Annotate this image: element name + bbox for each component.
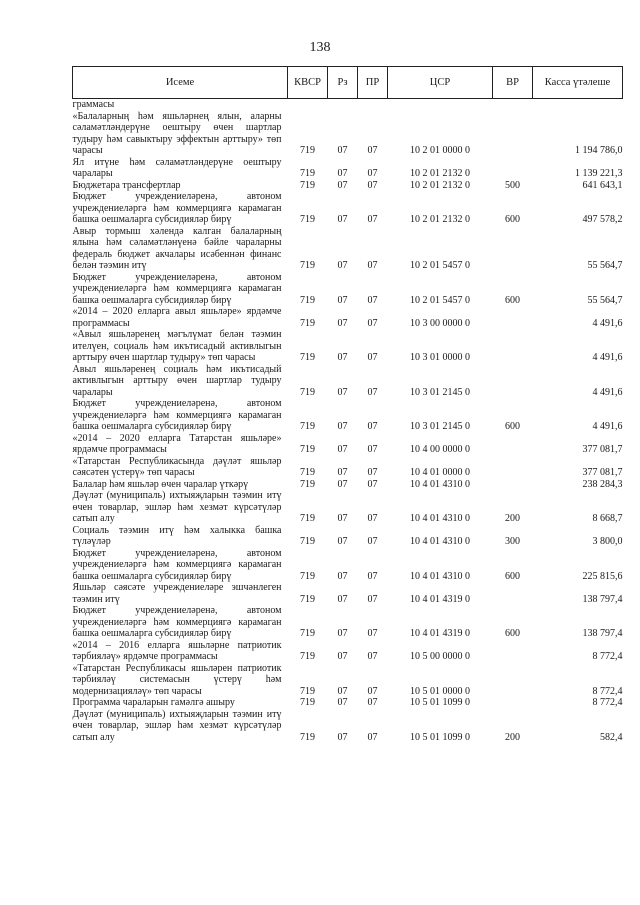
cell-name: Балалар һәм яшьләр өчен чаралар үткәрү (72, 478, 249, 490)
cell-name: Яшьләр сәясәте учреждениеләре эшчәнлеген тәэмин итү (72, 582, 282, 605)
table-row (73, 525, 623, 548)
table-row (73, 364, 623, 399)
cell-csr: 10 4 01 4319 0 (410, 628, 470, 639)
cell-vr (493, 456, 533, 479)
cell-rz: 07 (337, 145, 348, 156)
cell-rz: 07 (337, 386, 348, 398)
cell-kvsr: 719 (300, 352, 315, 363)
cell-kvsr: 719 (300, 570, 315, 582)
cell-name: «Балаларның һәм яшьләрнең ялын, аларны сәламәтләндерүне оештыру өчен шартлар тудыру һәм савыктыру эффектын арттыру» төп чарасы (72, 110, 282, 156)
table-row (73, 272, 623, 307)
cell-name: Бюджетара трансфертлар (72, 179, 181, 191)
cell-kvsr: 719 (300, 214, 315, 225)
header-csr: ЦСР (388, 67, 493, 99)
table-row (73, 157, 623, 180)
cell-kvsr: 719 (300, 467, 315, 478)
table-row (73, 226, 623, 272)
cell-rz: 07 (337, 260, 348, 271)
cell-name: Бюджет учреждениеләренә, автоном учреждениеләргә һәм коммерциягә карамаган башка оешмаларга субсидияләр бирү (72, 398, 282, 432)
cell-kvsr: 719 (300, 421, 315, 432)
cell-csr: 10 3 01 2145 0 (410, 421, 470, 432)
budget-table (72, 66, 623, 743)
cell-vr (493, 99, 533, 111)
cell-name: Дәүләт (муниципаль) ихтыяҗларын тәэмин итү өчен товарлар, эшләр һәм хезмәт күрсәтүләр сатып алу (72, 490, 282, 524)
header-rz: Рз (328, 67, 358, 99)
cell-pr: 07 (367, 145, 378, 156)
cell-pr: 07 (367, 478, 378, 490)
table-row (73, 490, 623, 525)
cell-sum: 238 284,3 (582, 478, 623, 490)
cell-csr: 10 5 01 1099 0 (410, 697, 470, 708)
header-kvsr: КВСР (288, 67, 328, 99)
cell-csr: 10 2 01 5457 0 (410, 260, 470, 271)
cell-name: Программа чараларын гамәлгә ашыру (72, 697, 235, 708)
cell-rz: 07 (337, 168, 348, 179)
cell-sum: 641 643,1 (582, 179, 623, 191)
header-sum: Касса үтәлеше (533, 67, 623, 99)
cell-rz: 07 (337, 214, 348, 225)
table-row (73, 398, 623, 433)
cell-name: Авыл яшьләренең социаль һәм икътисадый активлыгын арттыру өчен шартлар тудыру чаралары (72, 363, 282, 398)
cell-pr: 07 (367, 179, 378, 191)
cell-csr: 10 2 01 5457 0 (410, 294, 470, 306)
cell-pr (358, 99, 388, 111)
cell-vr (493, 226, 533, 272)
cell-sum: 138 797,4 (582, 628, 623, 639)
cell-sum: 582,4 (600, 731, 623, 743)
cell-csr: 10 2 01 2132 0 (410, 168, 470, 179)
cell-sum: 8 668,7 (592, 513, 623, 524)
cell-sum: 8 772,4 (592, 685, 623, 697)
cell-name: «2014 – 2020 елларга авыл яшьләре» ярдәмче программасы (72, 306, 282, 329)
cell-vr (493, 663, 533, 698)
cell-vr (493, 640, 533, 663)
cell-csr: 10 3 00 0000 0 (410, 317, 470, 329)
cell-rz: 07 (337, 513, 348, 524)
table-row (73, 697, 623, 709)
cell-name: Ял итүне һәм сәламәтләндерүне оештыру чаралары (72, 156, 282, 179)
cell-kvsr: 719 (300, 513, 315, 524)
cell-sum: 4 491,6 (592, 386, 623, 398)
cell-csr: 10 2 01 2132 0 (410, 214, 470, 225)
cell-vr (493, 697, 533, 709)
cell-sum: 138 797,4 (582, 593, 623, 605)
cell-sum (533, 99, 623, 111)
table-row (73, 99, 623, 111)
cell-sum: 1 194 786,0 (575, 145, 623, 156)
cell-csr: 10 4 01 4319 0 (410, 593, 470, 605)
cell-vr: 600 (505, 294, 520, 306)
cell-vr (493, 364, 533, 399)
cell-csr: 10 5 00 0000 0 (410, 651, 470, 662)
cell-csr: 10 4 01 4310 0 (410, 513, 470, 524)
cell-pr: 07 (367, 386, 378, 398)
cell-kvsr: 719 (300, 478, 315, 490)
cell-csr: 10 4 01 4310 0 (410, 536, 470, 547)
cell-sum: 225 815,6 (582, 570, 623, 582)
cell-kvsr: 719 (300, 444, 315, 455)
table-row (73, 709, 623, 744)
cell-name: Бюджет учреждениеләренә, автоном учреждениеләргә һәм коммерциягә карамаган башка оешмаларга субсидияләр бирү (72, 271, 282, 306)
header-pr: ПР (358, 67, 388, 99)
cell-name: «Авыл яшьләренең мәгълүмат белән тәэмин ителүен, социаль һәм икътисадый активлыгын арттыру өчен шартлар тудыру» төп чарасы (72, 329, 282, 363)
cell-rz: 07 (337, 651, 348, 662)
cell-csr: 10 2 01 0000 0 (410, 145, 470, 156)
cell-csr: 10 4 01 4310 0 (410, 570, 470, 582)
cell-rz: 07 (337, 628, 348, 639)
cell-csr: 10 2 01 2132 0 (410, 179, 470, 191)
cell-kvsr: 719 (300, 593, 315, 605)
cell-vr (493, 329, 533, 364)
cell-kvsr: 719 (300, 168, 315, 179)
cell-kvsr: 719 (300, 685, 315, 697)
cell-name: граммасы (72, 99, 115, 110)
table-row (73, 640, 623, 663)
table-row (73, 111, 623, 157)
cell-kvsr: 719 (300, 731, 315, 743)
header-name: Исеме (73, 67, 288, 99)
cell-kvsr: 719 (300, 260, 315, 271)
cell-vr: 200 (505, 731, 520, 743)
cell-kvsr: 719 (300, 628, 315, 639)
cell-vr: 600 (505, 628, 520, 639)
cell-pr: 07 (367, 168, 378, 179)
cell-pr: 07 (367, 628, 378, 639)
cell-pr: 07 (367, 731, 378, 743)
cell-kvsr: 719 (300, 294, 315, 306)
cell-kvsr: 719 (300, 697, 315, 708)
table-header (73, 67, 623, 99)
cell-pr: 07 (367, 317, 378, 329)
cell-csr: 10 5 01 1099 0 (410, 731, 470, 743)
cell-pr: 07 (367, 260, 378, 271)
cell-vr: 600 (505, 570, 520, 582)
table-row (73, 306, 623, 329)
cell-pr: 07 (367, 685, 378, 697)
cell-rz: 07 (337, 593, 348, 605)
cell-name: «Татарстан Республикасы яшьләрен патриотик тәрбияләү системасын үстерү һәм модернизацияләү» төп чарасы (72, 662, 282, 697)
cell-kvsr: 719 (300, 386, 315, 398)
table-row (73, 329, 623, 364)
cell-name: Бюджет учреждениеләренә, автоном учреждениеләргә һәм коммерциягә карамаган башка оешмаларга субсидияләр бирү (72, 547, 282, 582)
cell-rz: 07 (337, 570, 348, 582)
cell-sum: 8 772,4 (592, 651, 623, 662)
cell-vr (493, 479, 533, 491)
cell-name: Бюджет учреждениеләренә, автоном учреждениеләргә һәм коммерциягә карамаган башка оешмаларга субсидияләр бирү (72, 191, 282, 225)
cell-sum: 497 578,2 (582, 214, 623, 225)
cell-sum: 4 491,6 (592, 317, 623, 329)
table-row (73, 180, 623, 192)
cell-pr: 07 (367, 467, 378, 478)
table-row (73, 433, 623, 456)
cell-sum: 55 564,7 (587, 294, 623, 306)
cell-name: Дәүләт (муниципаль) ихтыяҗларын тәэмин итү өчен товарлар, эшләр һәм хезмәт күрсәтүләр сатып алу (72, 708, 282, 743)
table-row (73, 663, 623, 698)
cell-rz: 07 (337, 179, 348, 191)
cell-rz: 07 (337, 536, 348, 547)
cell-vr: 600 (505, 214, 520, 225)
cell-kvsr: 719 (300, 145, 315, 156)
cell-rz: 07 (337, 294, 348, 306)
cell-pr: 07 (367, 444, 378, 455)
cell-pr: 07 (367, 593, 378, 605)
cell-kvsr: 719 (300, 179, 315, 191)
cell-csr: 10 4 00 0000 0 (410, 444, 470, 455)
cell-sum: 377 081,7 (582, 467, 623, 478)
cell-pr: 07 (367, 214, 378, 225)
cell-vr (493, 433, 533, 456)
cell-kvsr: 719 (300, 651, 315, 662)
cell-pr: 07 (367, 352, 378, 363)
table-row (73, 605, 623, 640)
cell-rz (328, 99, 358, 111)
cell-pr: 07 (367, 513, 378, 524)
table-row (73, 548, 623, 583)
cell-rz: 07 (337, 731, 348, 743)
cell-rz: 07 (337, 467, 348, 478)
cell-name: Авыр тормыш хәлендә калган балаларның ялына һәм сәламәтләнүенә бәйле чараларны федераль бюджет акчалары исәбеннән финанс белән тәэмин итү (72, 225, 282, 271)
cell-name: «Татарстан Республикасында дәүләт яшьләр сәясәтен үстерү» төп чарасы (72, 455, 282, 478)
cell-vr (493, 111, 533, 157)
cell-csr: 10 4 01 0000 0 (410, 467, 470, 478)
cell-sum: 377 081,7 (582, 444, 623, 455)
cell-pr: 07 (367, 536, 378, 547)
cell-sum: 1 139 221,3 (575, 168, 623, 179)
table-row (73, 479, 623, 491)
cell-pr: 07 (367, 421, 378, 432)
cell-csr: 10 3 01 0000 0 (410, 352, 470, 363)
cell-name: Социаль тәэмин итү һәм халыкка башка түләүләр (72, 524, 282, 547)
table-row (73, 191, 623, 226)
cell-sum: 55 564,7 (587, 260, 623, 271)
cell-sum: 8 772,4 (592, 697, 623, 708)
header-vr: ВР (493, 67, 533, 99)
cell-vr: 600 (505, 421, 520, 432)
cell-vr (493, 582, 533, 605)
cell-sum: 3 800,0 (592, 536, 623, 547)
cell-rz: 07 (337, 421, 348, 432)
cell-pr: 07 (367, 651, 378, 662)
table-row (73, 456, 623, 479)
cell-sum: 4 491,6 (592, 352, 623, 363)
cell-vr: 200 (505, 513, 520, 524)
cell-pr: 07 (367, 294, 378, 306)
cell-vr (493, 157, 533, 180)
cell-csr: 10 4 01 4310 0 (410, 478, 470, 490)
cell-kvsr: 719 (300, 536, 315, 547)
cell-vr (493, 306, 533, 329)
cell-kvsr (288, 99, 328, 111)
cell-rz: 07 (337, 685, 348, 697)
cell-rz: 07 (337, 352, 348, 363)
cell-csr (388, 99, 493, 111)
cell-csr: 10 5 01 0000 0 (410, 685, 470, 697)
cell-name: Бюджет учреждениеләренә, автоном учреждениеләргә һәм коммерциягә карамаган башка оешмаларга субсидияләр бирү (72, 605, 282, 639)
cell-name: «2014 – 2016 елларга яшьләрне патриотик тәрбияләү» ярдәмче программасы (72, 639, 282, 662)
cell-vr: 300 (505, 536, 520, 547)
cell-rz: 07 (337, 317, 348, 329)
cell-rz: 07 (337, 444, 348, 455)
cell-rz: 07 (337, 697, 348, 708)
cell-kvsr: 719 (300, 317, 315, 329)
cell-vr: 500 (505, 179, 520, 191)
page-number: 138 (309, 40, 331, 55)
cell-name: «2014 – 2020 елларга Татарстан яшьләре» ярдәмче программасы (72, 432, 282, 455)
cell-rz: 07 (337, 478, 348, 490)
cell-sum: 4 491,6 (592, 421, 623, 432)
cell-pr: 07 (367, 570, 378, 582)
table-body (73, 99, 623, 744)
table-row (73, 582, 623, 605)
cell-csr: 10 3 01 2145 0 (410, 386, 470, 398)
cell-pr: 07 (367, 697, 378, 708)
